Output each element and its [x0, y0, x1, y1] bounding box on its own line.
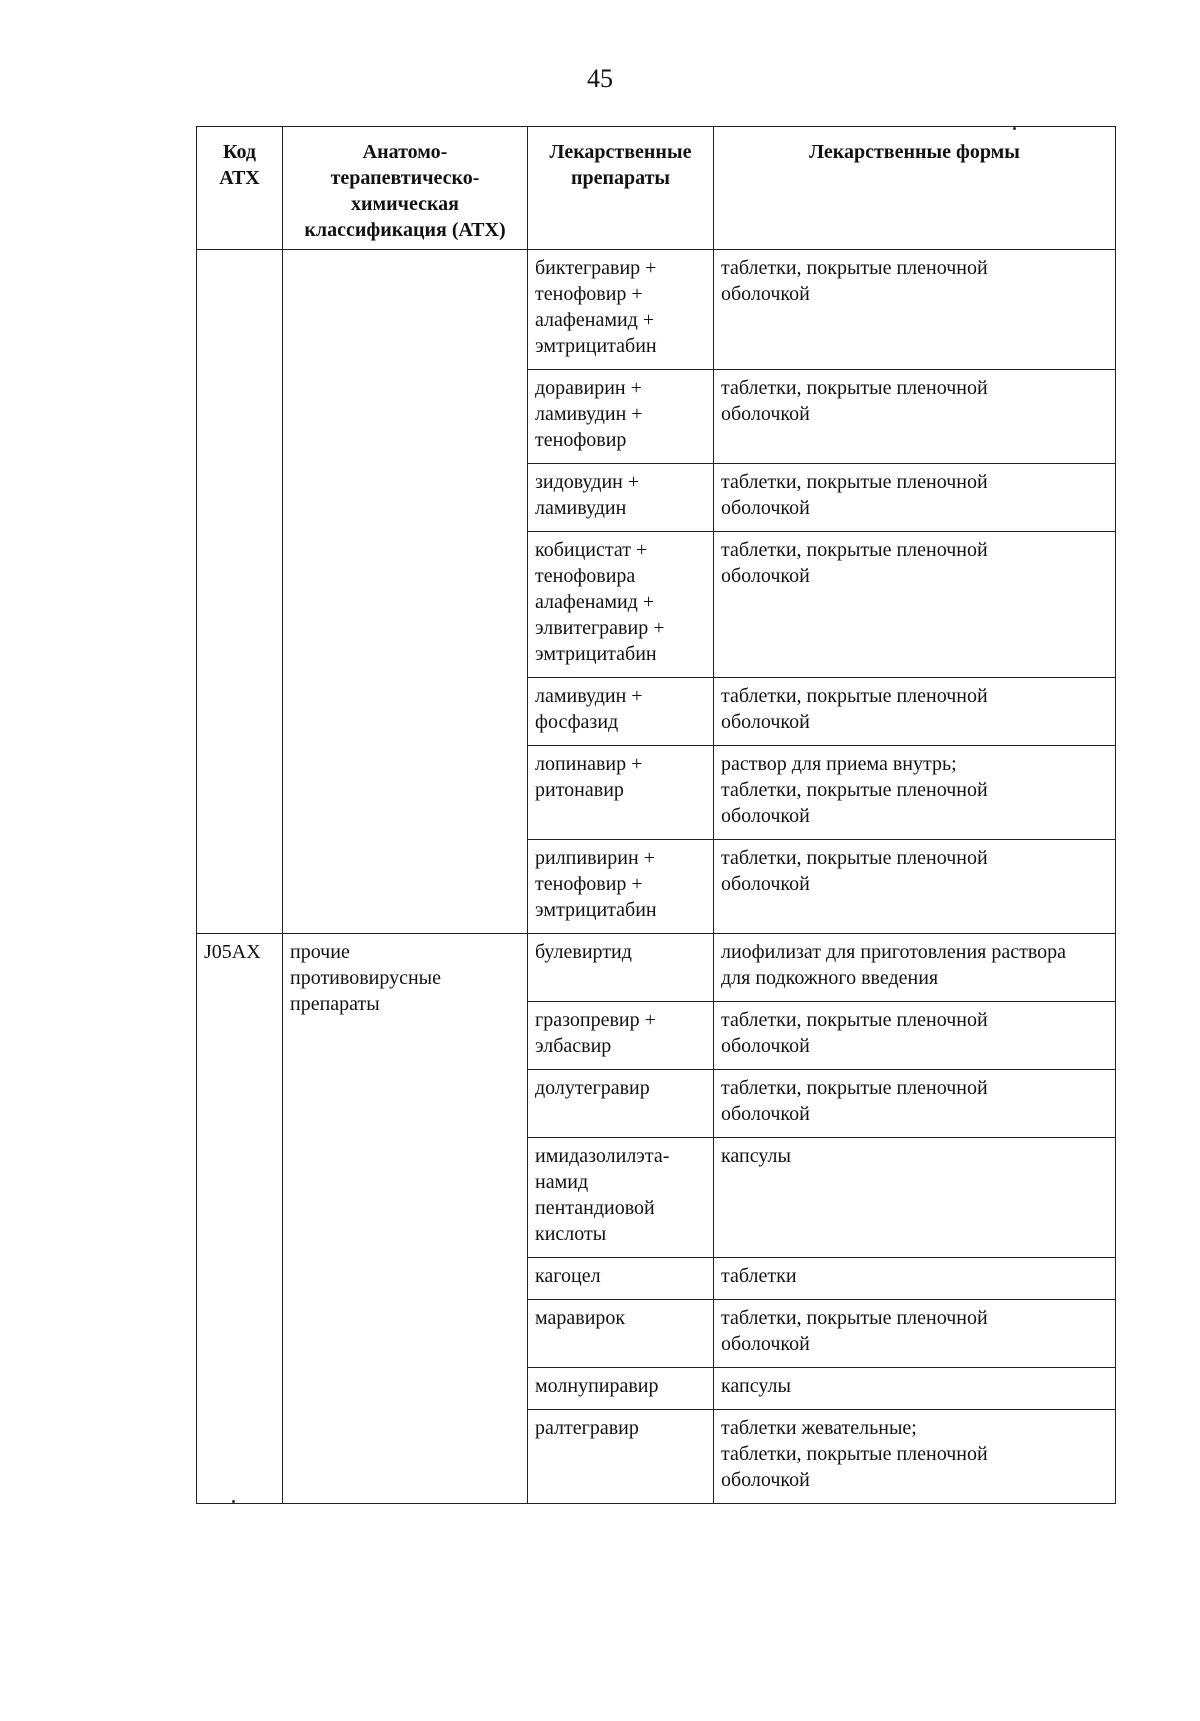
header-dosage-forms: Лекарственные формы: [714, 127, 1116, 250]
drug-cell: гразопревир + элбасвир: [528, 1002, 714, 1070]
drug-cell: имидазолилэта- намид пентандиовой кислоты: [528, 1138, 714, 1258]
dosage-form-cell: таблетки, покрытые пленочной оболочкой: [714, 532, 1116, 678]
dosage-form-cell: капсулы: [714, 1138, 1116, 1258]
dosage-form-cell: капсулы: [714, 1368, 1116, 1410]
dosage-form-cell: таблетки, покрытые пленочной оболочкой: [714, 250, 1116, 370]
header-drugs: Лекарственные препараты: [528, 127, 714, 250]
dosage-form-cell: раствор для приема внутрь; таблетки, покрытые пленочной оболочкой: [714, 746, 1116, 840]
drug-cell: булевиртид: [528, 934, 714, 1002]
table-row: [197, 250, 1116, 370]
dosage-form-cell: таблетки: [714, 1258, 1116, 1300]
drug-cell: доравирин + ламивудин + тенофовир: [528, 370, 714, 464]
atx-code-cell: [197, 250, 283, 934]
drug-cell: долутегравир: [528, 1070, 714, 1138]
atx-classification-cell: [283, 250, 528, 934]
header-atx-classification: Анатомо- терапевтическо- химическая классификация (АТХ): [283, 127, 528, 250]
dosage-form-cell: таблетки жевательные; таблетки, покрытые пленочной оболочкой: [714, 1410, 1116, 1504]
drug-cell: зидовудин + ламивудин: [528, 464, 714, 532]
drug-cell: молнупиравир: [528, 1368, 714, 1410]
drug-cell: рилпивирин + тенофовир + эмтрицитабин: [528, 840, 714, 934]
drug-cell: маравирок: [528, 1300, 714, 1368]
dosage-form-cell: таблетки, покрытые пленочной оболочкой: [714, 1002, 1116, 1070]
page-number: 45: [587, 64, 613, 93]
drug-cell: кагоцел: [528, 1258, 714, 1300]
drug-cell: кобицистат + тенофовира алафенамид + элвитегравир + эмтрицитабин: [528, 532, 714, 678]
scan-speck: [232, 1500, 235, 1503]
drug-cell: лопинавир + ритонавир: [528, 746, 714, 840]
atx-classification-cell: прочие противовирусные препараты: [283, 934, 528, 1504]
header-atx-code: Код АТХ: [197, 127, 283, 250]
table-row: [197, 934, 1116, 1002]
drug-cell: ламивудин + фосфазид: [528, 678, 714, 746]
dosage-form-cell: таблетки, покрытые пленочной оболочкой: [714, 370, 1116, 464]
dosage-form-cell: таблетки, покрытые пленочной оболочкой: [714, 678, 1116, 746]
dosage-form-cell: лиофилизат для приготовления раствора для подкожного введения: [714, 934, 1116, 1002]
dosage-form-cell: таблетки, покрытые пленочной оболочкой: [714, 464, 1116, 532]
drug-cell: биктегравир + тенофовир + алафенамид + эмтрицитабин: [528, 250, 714, 370]
atx-code-cell: J05AX: [197, 934, 283, 1504]
atx-drug-table: [196, 126, 1116, 1504]
drug-cell: ралтегравир: [528, 1410, 714, 1504]
dosage-form-cell: таблетки, покрытые пленочной оболочкой: [714, 1300, 1116, 1368]
dosage-form-cell: таблетки, покрытые пленочной оболочкой: [714, 1070, 1116, 1138]
table-header-row: [197, 127, 1116, 250]
dosage-form-cell: таблетки, покрытые пленочной оболочкой: [714, 840, 1116, 934]
